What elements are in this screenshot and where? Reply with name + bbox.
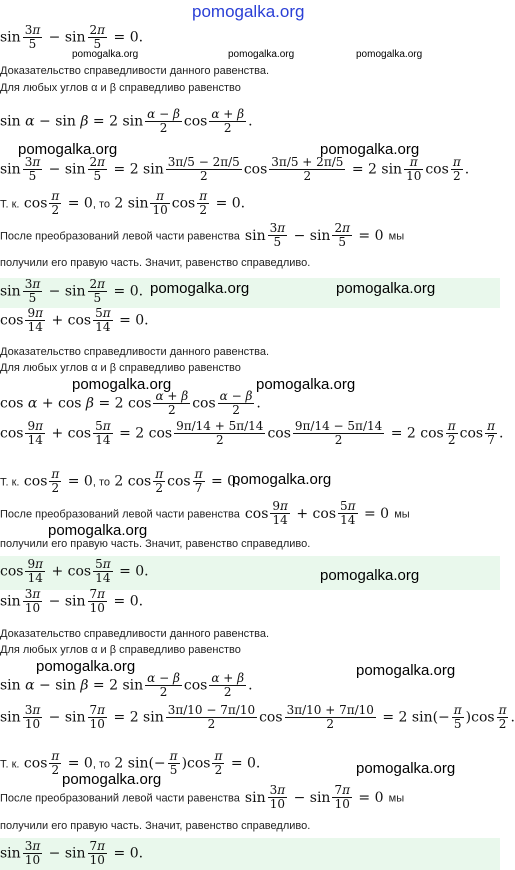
watermark-4: pomogalka.org bbox=[336, 280, 436, 297]
watermark-5: pomogalka.org bbox=[72, 376, 172, 393]
p2-expansion: cos $\frac{9\pi}{14}$ + cos $\frac{5\pi}{14}$ = 2 cos $\frac{9\pi/14 + 5\pi/14}{2}$ cos $\frac{9\pi/14 - 5\pi/14}{2}$ = 2 cos $\frac{\pi}{2}$ cos $\frac{\pi}{7}$ . bbox=[0, 419, 504, 447]
p1-equation: sin $\frac{3\pi}{5}$ − sin $\frac{2\pi}{5}$ = 0. bbox=[0, 23, 144, 51]
p1-after-line: После преобразований левой части равенства sin $\frac{3\pi}{5}$ − sin $\frac{2\pi}{5}$ = 0 мы bbox=[0, 221, 405, 249]
watermark-6: pomogalka.org bbox=[256, 376, 356, 393]
watermark-12: pomogalka.org bbox=[356, 760, 456, 777]
p2-equation: cos $\frac{9\pi}{14}$ + cos $\frac{5\pi}{14}$ = 0. bbox=[0, 306, 149, 334]
watermark-8: pomogalka.org bbox=[48, 522, 148, 539]
p1-since-line: Т. к. cos $\frac{\pi}{2}$ = 0, то 2 sin $\frac{\pi}{10}$ cos $\frac{\pi}{2}$ = 0. bbox=[0, 189, 246, 217]
p2-after-line: После преобразований левой части равенства cos $\frac{9\pi}{14}$ + cos $\frac{5\pi}{14}$ = 0 мы bbox=[0, 499, 410, 527]
p3-any-angles: Для любых углов α и β справедливо равенство bbox=[0, 644, 241, 656]
watermark-9: pomogalka.org bbox=[320, 567, 420, 584]
watermark-7: pomogalka.org bbox=[232, 471, 332, 488]
p3-since-line: Т. к. cos $\frac{\pi}{2}$ = 0, то 2 sin(− $\frac{\pi}{5}$ )cos $\frac{\pi}{2}$ = 0. bbox=[0, 749, 261, 777]
p3-conclusion: получили его правую часть. Значит, равенство справедливо. bbox=[0, 820, 311, 832]
watermark-2: pomogalka.org bbox=[320, 141, 420, 158]
p3-formula: sin α − sin β = 2 sin $\frac{\alpha - \beta}{2}$ cos $\frac{\alpha + \beta}{2}$ . bbox=[0, 671, 253, 699]
watermark-top: pomogalka.org bbox=[192, 2, 305, 21]
p2-formula: cos α + cos β = 2 cos $\frac{\alpha + \beta}{2}$ cos $\frac{\alpha - \beta}{2}$ . bbox=[0, 389, 261, 417]
p2-since-line: Т. к. cos $\frac{\pi}{2}$ = 0, то 2 cos $\frac{\pi}{2}$ cos $\frac{\pi}{7}$ = 0. bbox=[0, 467, 241, 495]
watermark-10: pomogalka.org bbox=[36, 658, 136, 675]
watermark-11: pomogalka.org bbox=[356, 662, 456, 679]
watermark-3: pomogalka.org bbox=[150, 280, 250, 297]
p1-equation-repeat: sin $\frac{3\pi}{5}$ − sin $\frac{2\pi}{5}$ = 0. bbox=[0, 277, 144, 305]
p1-formula: sin α − sin β = 2 sin $\frac{\alpha - \beta}{2}$ cos $\frac{\alpha + \beta}{2}$ . bbox=[0, 107, 253, 135]
p3-equation: sin $\frac{3\pi}{10}$ − sin $\frac{7\pi}{10}$ = 0. bbox=[0, 587, 144, 615]
p1-conclusion: получили его правую часть. Значит, равенство справедливо. bbox=[0, 257, 311, 269]
p2-equation-repeat: cos $\frac{9\pi}{14}$ + cos $\frac{5\pi}{14}$ = 0. bbox=[0, 557, 149, 585]
p3-expansion: sin $\frac{3\pi}{10}$ − sin $\frac{7\pi}{10}$ = 2 sin $\frac{3\pi/10 - 7\pi/10}{2}$ cos $\frac{3\pi/10 + 7\pi/10}{2}$ = 2 sin(− $\frac{\pi}{5}$ )cos $\frac{\pi}{2}$ . bbox=[0, 703, 515, 731]
p2-proof-heading: Доказательство справедливости данного равенства. bbox=[0, 346, 270, 358]
p2-conclusion: получили его правую часть. Значит, равенство справедливо. bbox=[0, 538, 311, 550]
p3-equation-repeat: sin $\frac{3\pi}{10}$ − sin $\frac{7\pi}{10}$ = 0. bbox=[0, 839, 144, 867]
p1-expansion: sin $\frac{3\pi}{5}$ − sin $\frac{2\pi}{5}$ = 2 sin $\frac{3\pi/5 - 2\pi/5}{2}$ cos $\frac{3\pi/5 + 2\pi/5}{2}$ = 2 sin $\frac{\pi}{10}$ cos $\frac{\pi}{2}$ . bbox=[0, 155, 470, 183]
watermark-small-3: pomogalka.org bbox=[356, 49, 423, 60]
watermark-13: pomogalka.org bbox=[62, 771, 162, 788]
p1-proof-heading: Доказательство справедливости данного равенства. bbox=[0, 65, 270, 77]
p2-any-angles: Для любых углов α и β справедливо равенство bbox=[0, 362, 241, 374]
p3-after-line: После преобразований левой части равенства sin $\frac{3\pi}{10}$ − sin $\frac{7\pi}{10}$ = 0 мы bbox=[0, 783, 405, 811]
watermark-1: pomogalka.org bbox=[18, 141, 118, 158]
watermark-small-2: pomogalka.org bbox=[228, 49, 295, 60]
p3-proof-heading: Доказательство справедливости данного равенства. bbox=[0, 628, 270, 640]
p1-any-angles: Для любых углов α и β справедливо равенство bbox=[0, 82, 241, 94]
watermark-small-1: pomogalka.org bbox=[72, 49, 139, 60]
